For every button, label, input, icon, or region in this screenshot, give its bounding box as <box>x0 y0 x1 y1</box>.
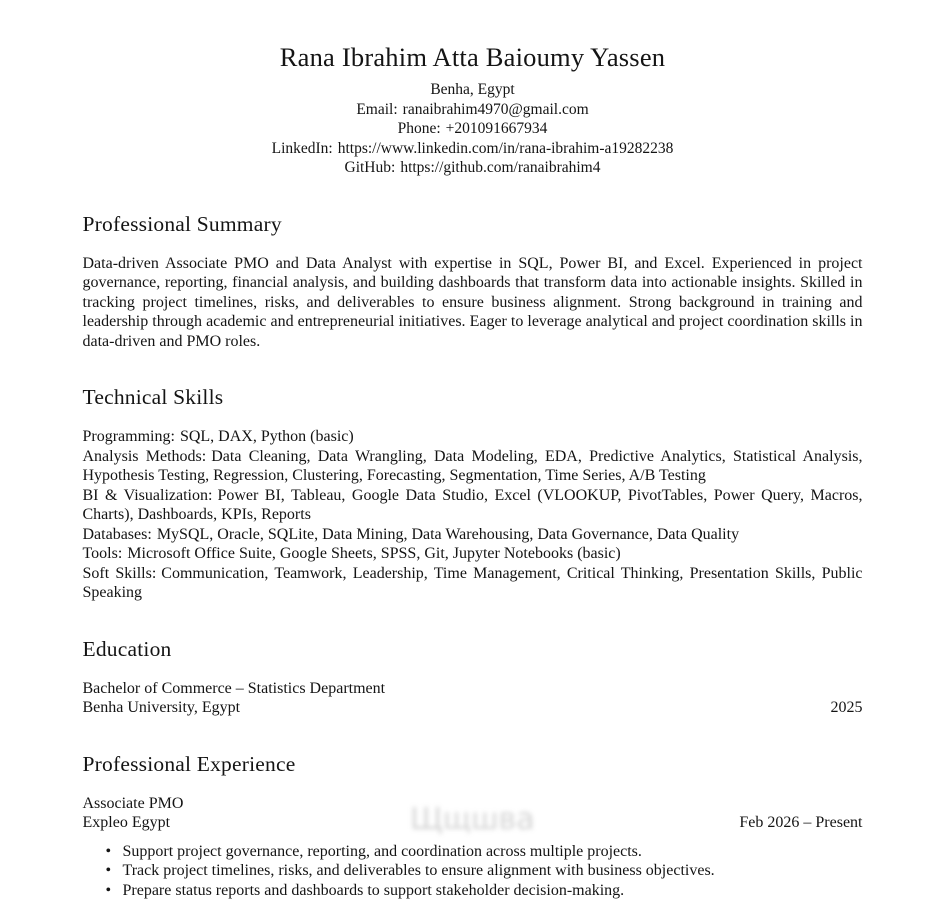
skill-value: Data Cleaning, Data Wrangling, Data Modeling, EDA, Predictive Analytics, Statistical Analysis, Hypothesis Testing, Regression, Clustering, Forecasting, Segmentation, Time Series, A/B Testing <box>82 447 863 484</box>
skill-value: MySQL, Oracle, SQLite, Data Mining, Data Warehousing, Data Governance, Data Quality <box>156 525 740 543</box>
skill-label: Analysis Methods: <box>82 447 207 465</box>
phone-value: +201091667934 <box>445 120 548 137</box>
resume-content <box>83 212 863 901</box>
skill-label: Programming: <box>82 428 175 445</box>
skill-item-bi-visualization <box>83 486 863 525</box>
summary-text: Data-driven Associate PMO and Data Analyst with expertise in SQL, Power BI, and Excel. Experienced in project governance, reporting, financial analysis, and building dashboards that transform data into actionable insights. Skilled in tracking project timelines, risks, and deliverables to ensure business alignment. Strong background in training and leadership through academic and entrepreneurial initiatives. Eager to leverage analytical and project coordination skills in data-driven and PMO roles. <box>82 254 863 350</box>
experience-dates: Feb 2026 – Present <box>739 814 863 831</box>
github-label: GitHub: <box>344 159 396 176</box>
education-school: Benha University, Egypt <box>82 699 241 716</box>
skill-value: Power BI, Tableau, Google Data Studio, Excel (VLOOKUP, PivotTables, Power Query, Macros, Charts), Dashboards, KPIs, Reports <box>82 486 863 523</box>
experience-company: Expleo Egypt <box>82 814 171 831</box>
education-degree: Bachelor of Commerce – Statistics Department <box>82 679 386 697</box>
contact-linkedin-line <box>0 139 945 159</box>
skill-label: Tools: <box>82 545 123 562</box>
section-title-skills: Technical Skills <box>82 385 224 409</box>
section-title-education: Education <box>82 636 172 661</box>
email-value[interactable]: ranaibrahim4970@gmail.com <box>402 100 589 118</box>
skill-item-databases <box>83 525 863 545</box>
experience-bullet: • Support project governance, reporting, and coordination across multiple projects. <box>83 842 863 862</box>
skill-item-analysis-methods <box>83 447 863 486</box>
experience-role: Associate PMO <box>82 794 184 812</box>
contact-github-line <box>0 158 945 178</box>
section-experience <box>83 752 863 901</box>
skill-item-programming <box>83 427 863 447</box>
experience-bullet-list <box>83 842 863 901</box>
section-education <box>83 637 863 718</box>
experience-bullet: • Track project timelines, risks, and deliverables to ensure alignment with business objectives. <box>83 861 863 881</box>
linkedin-label: LinkedIn: <box>271 139 333 157</box>
section-title-experience: Professional Experience <box>82 751 296 776</box>
education-year: 2025 <box>830 699 863 716</box>
contact-email-line <box>0 100 945 120</box>
experience-company-row <box>83 813 863 833</box>
phone-label: Phone: <box>397 120 441 137</box>
resume-header <box>0 42 945 178</box>
contact-location: Benha, Egypt <box>430 81 515 98</box>
linkedin-url[interactable]: https://www.linkedin.com/in/rana-ibrahim-a19282238 <box>337 139 674 157</box>
skill-value: Microsoft Office Suite, Google Sheets, SPSS, Git, Jupyter Notebooks (basic) <box>127 545 621 562</box>
section-skills <box>83 385 863 603</box>
candidate-name: Rana Ibrahim Atta Baioumy Yassen <box>279 42 666 72</box>
email-label: Email: <box>356 100 398 118</box>
watermark: Щщшва <box>410 802 535 837</box>
section-title-summary: Professional Summary <box>82 211 282 236</box>
skill-value: SQL, DAX, Python (basic) <box>179 428 354 445</box>
github-url[interactable]: https://github.com/ranaibrahim4 <box>400 159 601 176</box>
contact-phone-line <box>0 119 945 139</box>
skill-item-soft-skills <box>83 564 863 603</box>
experience-bullet: • Prepare status reports and dashboards to support stakeholder decision-making. <box>83 881 863 901</box>
skill-label: Databases: <box>82 525 152 543</box>
skill-value: Communication, Teamwork, Leadership, Time Management, Critical Thinking, Presentation Skills, Public Speaking <box>82 564 863 601</box>
skill-label: Soft Skills: <box>82 564 157 582</box>
education-school-row <box>83 698 863 718</box>
skill-label: BI & Visualization: <box>82 486 213 504</box>
section-summary <box>83 212 863 352</box>
skill-item-tools <box>83 544 863 564</box>
